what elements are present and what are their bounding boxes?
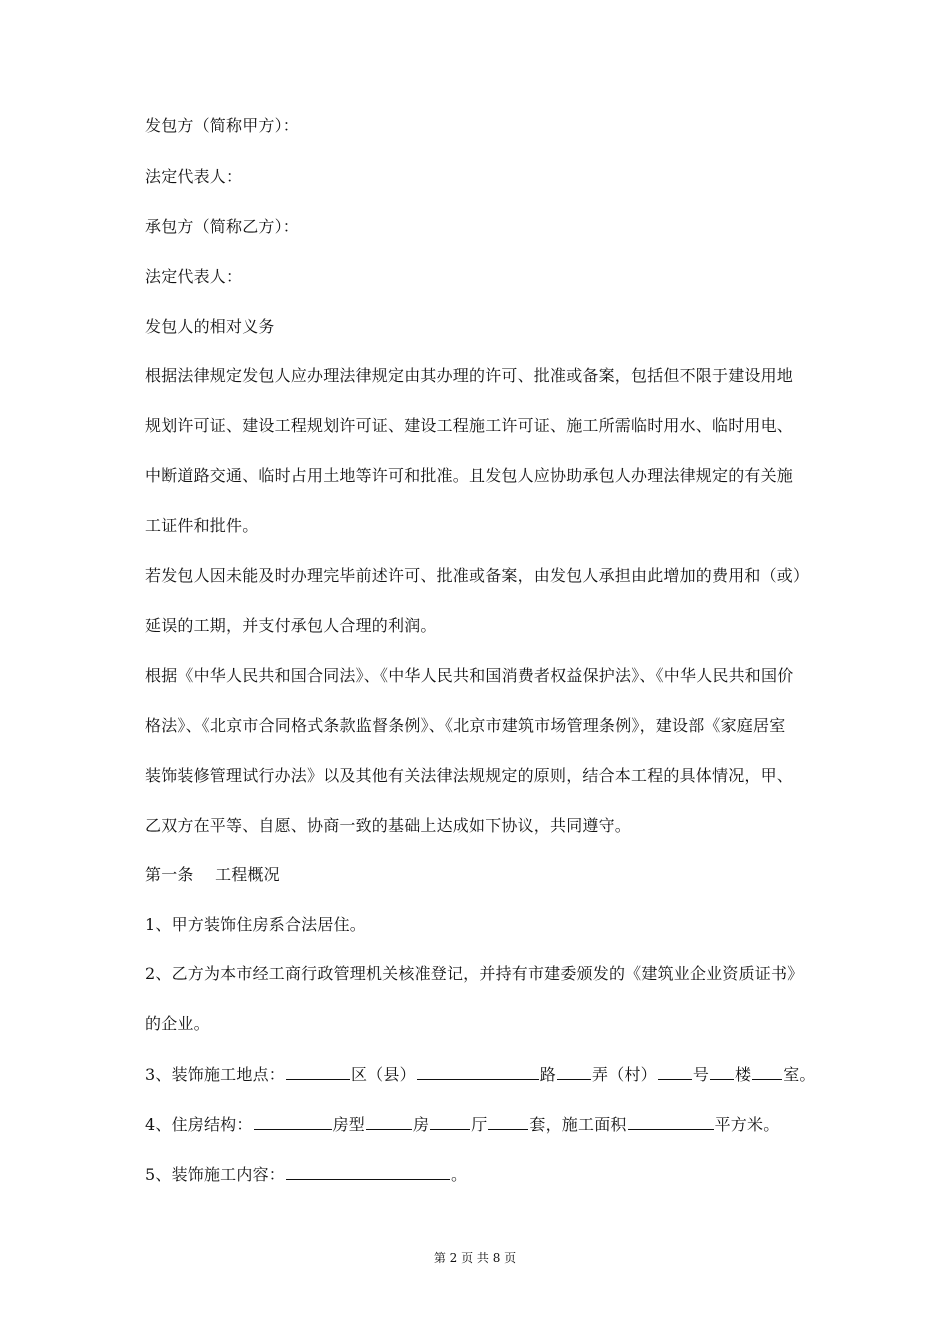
employer-rep-field: 法定代表人： [145,167,243,186]
item4-fang-label: 房 [413,1115,430,1134]
blank-field[interactable] [366,1114,412,1130]
blank-field[interactable] [710,1064,734,1080]
item4-unit-label: 平方米。 [714,1115,780,1134]
paragraph-line: 规划许可证、建设工程规划许可证、建设工程施工许可证、施工所需临时用水、临时用电、 [145,416,794,435]
item5-end: 。 [450,1165,468,1184]
paragraph-line: 若发包人因未能及时办理完毕前述许可、批准或备案，由发包人承担由此增加的费用和（或） [145,566,810,585]
paragraph-line: 工证件和批件。 [145,516,259,535]
blank-field[interactable] [628,1114,714,1130]
article-item-2-line: 的企业。 [145,1014,210,1033]
article-item-2-line: 2、乙方为本市经工商行政管理机关核准登记，并持有市建委颁发的《建筑业企业资质证书》 [145,964,804,983]
contractor-field: 承包方（简称乙方）： [145,217,300,236]
paragraph-line: 中断道路交通、临时占用土地等许可和批准。且发包人应协助承包人办理法律规定的有关施 [145,466,794,485]
page-footer: 第 2 页 共 8 页 [433,1251,517,1265]
item3-shi-label: 室。 [783,1065,816,1084]
blank-field[interactable] [752,1064,782,1080]
section-title: 发包人的相对义务 [145,317,275,336]
item3-lou-label: 楼 [735,1065,752,1084]
blank-field[interactable] [286,1064,350,1080]
blank-field[interactable] [557,1064,591,1080]
blank-field[interactable] [254,1114,332,1130]
item3-lu-label: 路 [539,1065,556,1084]
blank-field[interactable] [488,1114,528,1130]
paragraph-line: 根据《中华人民共和国合同法》、《中华人民共和国消费者权益保护法》、《中华人民共和国价 [145,666,794,685]
item3-label: 3、装饰施工地点： [145,1065,285,1084]
blank-field[interactable] [286,1164,450,1180]
item3-long-label: 弄（村） [592,1065,657,1084]
item4-label: 4、住房结构： [145,1115,253,1134]
article-item-5 [145,1164,810,1185]
item3-hao-label: 号 [692,1065,710,1084]
blank-field[interactable] [417,1064,539,1080]
article-title: 第一条 工程概况 [145,865,280,884]
paragraph-line: 延误的工期，并支付承包人合理的利润。 [145,616,437,635]
item5-label: 5、装饰施工内容： [145,1165,285,1184]
paragraph-line: 装饰装修管理试行办法》以及其他有关法律法规规定的原则，结合本工程的具体情况，甲、 [145,766,794,785]
employer-field: 发包方（简称甲方）： [145,116,300,135]
item3-qu-label: 区（县） [350,1065,416,1084]
paragraph-line: 格法》、《北京市合同格式条款监督条例》、《北京市建筑市场管理条例》，建设部《家庭居室 [145,716,786,735]
blank-field[interactable] [430,1114,470,1130]
item4-ting-label: 厅 [471,1115,488,1134]
paragraph-line: 根据法律规定发包人应办理法律规定由其办理的许可、批准或备案，包括但不限于建设用地 [145,366,794,385]
article-item-1: 1、甲方装饰住房系合法居住。 [145,915,366,934]
blank-field[interactable] [658,1064,692,1080]
item4-fangxing-label: 房型 [332,1115,365,1134]
article-item-3 [145,1064,816,1085]
paragraph-line: 乙双方在平等、自愿、协商一致的基础上达成如下协议，共同遵守。 [145,816,632,835]
contractor-rep-field: 法定代表人： [145,267,243,286]
item4-tao-label: 套，施工面积 [529,1115,627,1134]
article-item-4 [145,1114,810,1135]
